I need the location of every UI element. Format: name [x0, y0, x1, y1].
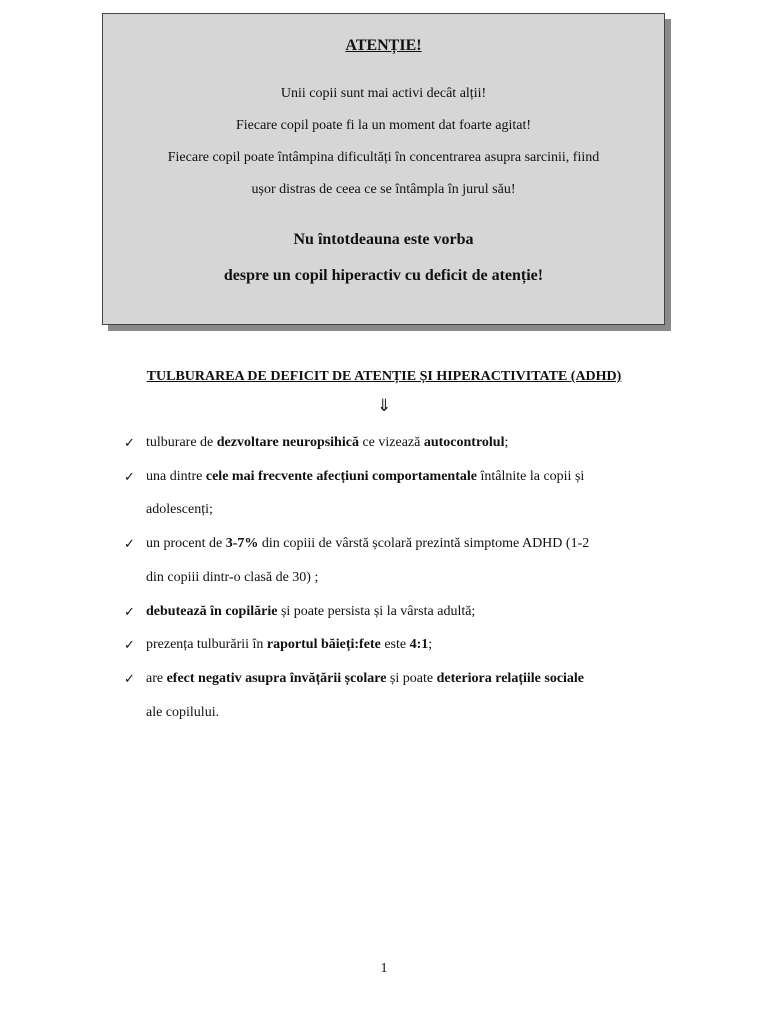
checkmark-icon: ✓ — [124, 638, 135, 654]
text: ; — [428, 637, 433, 653]
bold-text: raportul băieți:fete — [266, 637, 381, 653]
text: și poate — [386, 670, 437, 686]
text: adolescenți; — [146, 502, 213, 518]
text: prezența tulburării în — [146, 637, 267, 653]
text: ale copilului. — [146, 704, 220, 720]
list-item-line — [146, 435, 508, 451]
notice-emphasis-line: Nu întotdeauna este vorba — [293, 231, 474, 248]
down-arrow-icon: ⇓ — [376, 396, 392, 416]
list-item-line — [146, 604, 475, 620]
text: și poate persista și la vârsta adultă; — [277, 603, 476, 619]
list-item-line — [146, 570, 318, 586]
section-title: TULBURAREA DE DEFICIT DE ATENȚIE ȘI HIPERACTIVITATE (ADHD) — [146, 369, 622, 384]
checkmark-icon: ✓ — [124, 469, 135, 485]
text: una dintre — [146, 468, 206, 484]
text: tulburare de — [146, 435, 217, 450]
notice-line: Fiecare copil poate întâmpina dificultăți în concentrarea asupra sarcinii, fiind — [167, 150, 600, 165]
text: din copiii dintr-o clasă de 30) ; — [146, 569, 319, 585]
bold-text: autocontrolul — [423, 435, 505, 450]
list-item-line — [146, 637, 432, 653]
list-item-line — [146, 671, 584, 687]
notice-line: Unii copii sunt mai activi decât alții! — [280, 86, 487, 101]
list-item-line — [146, 536, 589, 552]
text: ce vizează — [358, 435, 424, 450]
checkmark-icon: ✓ — [124, 537, 135, 553]
checkmark-icon: ✓ — [124, 604, 135, 620]
checkmark-icon: ✓ — [124, 671, 135, 687]
attention-notice-box — [102, 13, 665, 325]
text: ; — [504, 435, 509, 450]
text: un procent de — [146, 536, 226, 552]
list-item-line — [146, 502, 213, 518]
page-number: 1 — [380, 961, 388, 976]
notice-emphasis-line: despre un copil hiperactiv cu deficit de atenție! — [223, 267, 544, 284]
bold-text: cele mai frecvente afecțiuni comportamentale — [205, 468, 477, 484]
notice-line: ușor distras de ceea ce se întâmpla în jurul său! — [251, 182, 516, 197]
checkmark-icon: ✓ — [124, 436, 135, 451]
notice-title: ATENȚIE! — [345, 37, 422, 54]
text: din copiii de vârstă școlară prezintă simptome ADHD (1-2 — [258, 536, 590, 552]
list-item-line — [146, 705, 219, 721]
notice-line: Fiecare copil poate fi la un moment dat foarte agitat! — [235, 118, 532, 133]
list-item-line — [146, 469, 584, 485]
bold-text: 3-7% — [225, 536, 259, 552]
text: întâlnite la copii și — [476, 468, 585, 484]
bold-text: dezvoltare neuropsihică — [216, 435, 359, 450]
bold-text: 4:1 — [409, 637, 429, 653]
bold-text: debutează în copilărie — [146, 603, 278, 619]
text: are — [146, 670, 167, 686]
text: este — [380, 637, 410, 653]
bold-text: efect negativ asupra învățării școlare — [166, 670, 387, 686]
bold-text: deteriora relațiile sociale — [436, 670, 585, 686]
